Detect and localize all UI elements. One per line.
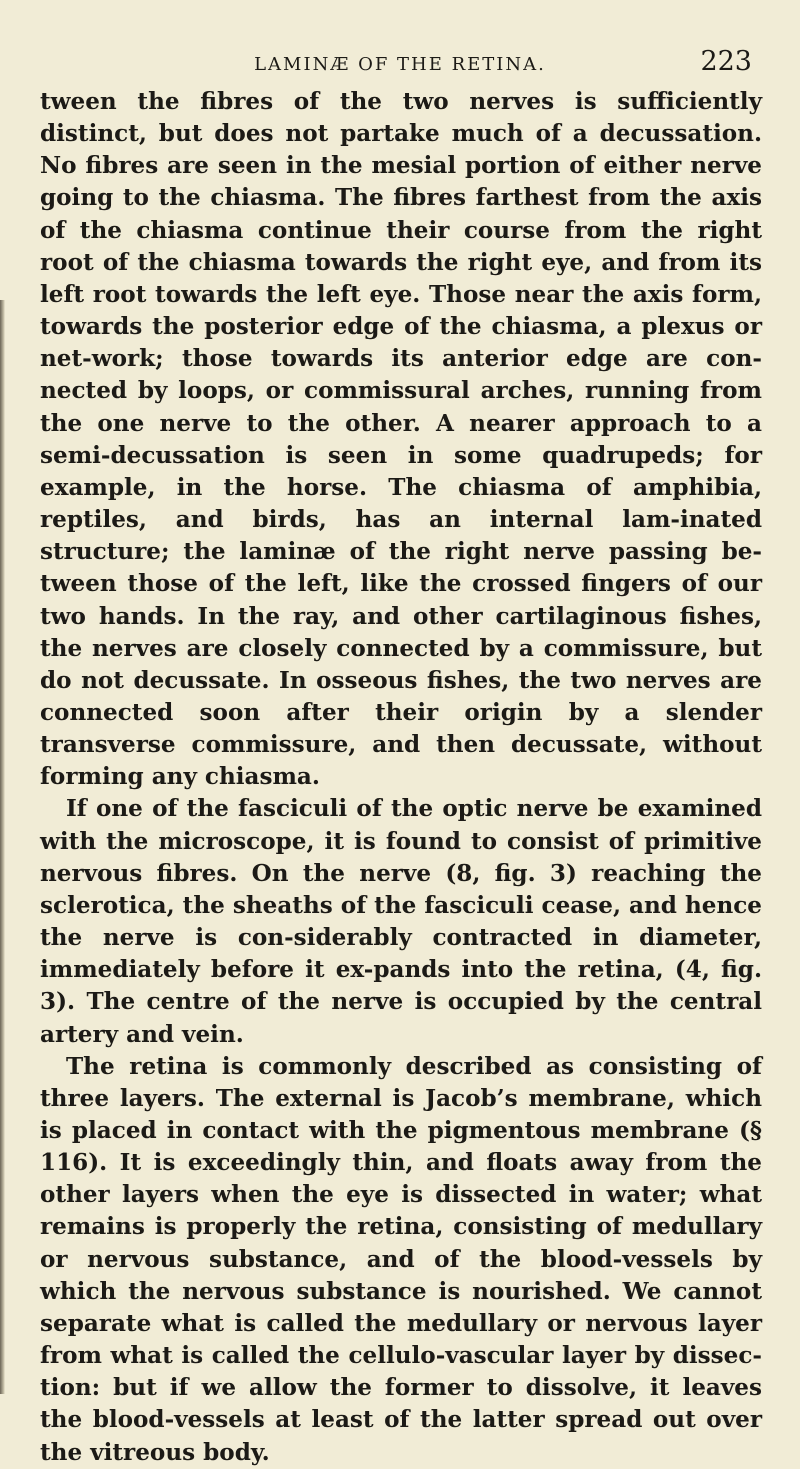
- running-head: LAMINÆ OF THE RETINA.: [254, 54, 546, 75]
- paragraph-retina-layers: The retina is commonly described as consisting of three layers. The external is Jacob’s membrane, which is placed in contact with the pigmentous membrane (§ 116). It is exceedingly thin, and floats away from the other layers when the eye is dissected in water; what remains is properly the retina, consisting of medullary or nervous substance, and of the blood-vessels by which the nervous substance is nourished. We cannot separate what is called the medullary or nervous layer from what is called the cellulo-vascular layer by dissec-tion: but if we allow the former to dissolve, it leaves the blood-vessels at least of the latter spread out over the vitreous body.: [40, 1052, 762, 1466]
- paragraph-fasciculi: If one of the fasciculi of the optic nerve be examined with the microscope, it is found to consist of primitive nervous fibres. On the nerve (8, fig. 3) reaching the sclerotica, the sheaths of the fasciculi cease, and hence the nerve is con-siderably contracted in diameter, immediately before it ex-pands into the retina, (4, fig. 3). The centre of the nerve is occupied by the central artery and vein.: [40, 795, 762, 1048]
- page-number: 223: [700, 46, 752, 77]
- page-header: [0, 46, 800, 86]
- paragraph-chiasma: tween the fibres of the two nerves is sufficiently distinct, but does not partake much of a decussation. No fibres are seen in the mesial portion of either nerve going to the chiasma. The fibres farthest from the axis of the chiasma continue their course from the right root of the chiasma towards the right eye, and from its left root towards the left eye. Those near the axis form, towards the posterior edge of the chiasma, a plexus or net-work; those towards its anterior edge are con-nected by loops, or commissural arches, running from the one nerve to the other. A nearer approach to a semi-decussation is seen in some quadrupeds; for example, in the horse. The chiasma of amphibia, reptiles, and birds, has an internal lam-inated structure; the laminæ of the right nerve passing be-tween those of the left, like the crossed fingers of our two hands. In the ray, and other cartilaginous fishes, the nerves are closely connected by a commissure, but do not decussate. In osseous fishes, the two nerves are connected soon after their origin by a slender transverse commissure, and then decussate, without forming any chiasma.: [40, 88, 762, 791]
- body-text: [40, 86, 762, 1469]
